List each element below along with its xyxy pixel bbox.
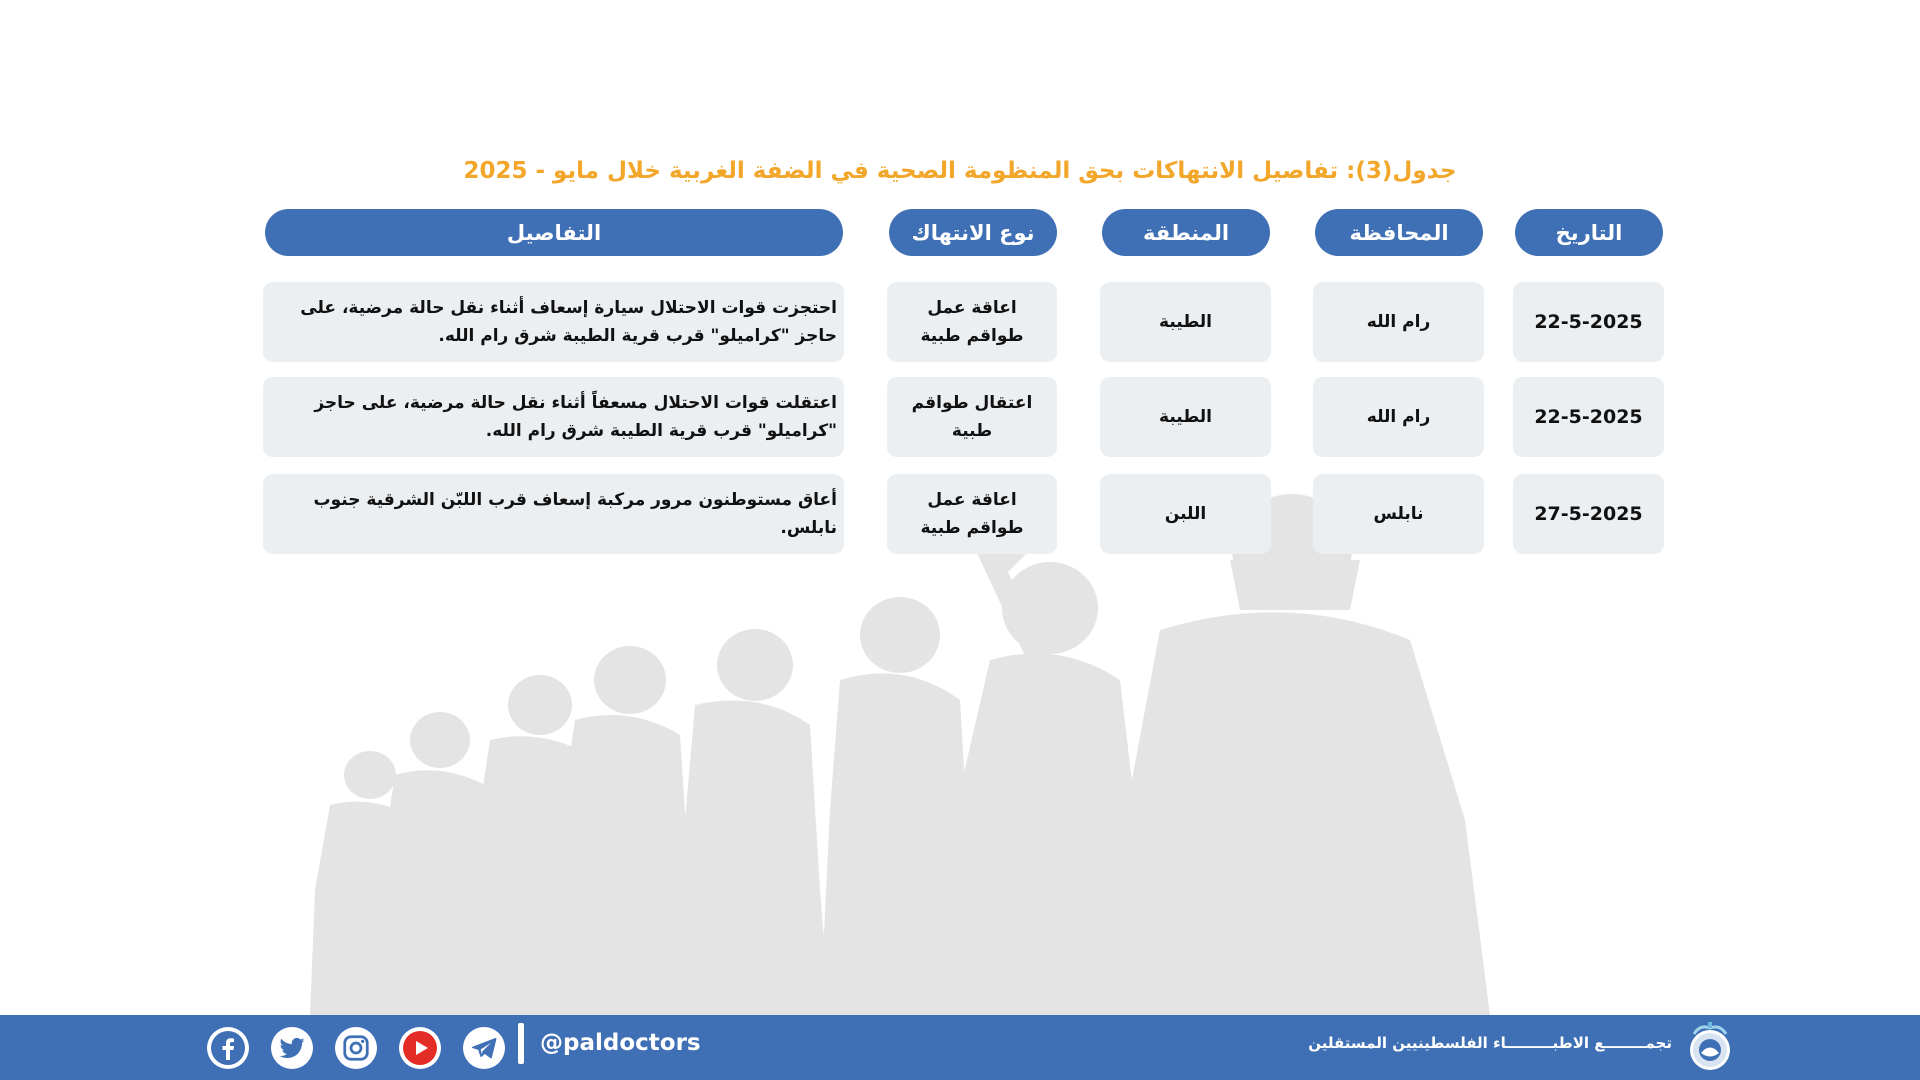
- table-cell-violation-type: اعاقة عمل طواقم طبية: [887, 282, 1057, 362]
- social-handle[interactable]: @paldoctors: [540, 1030, 701, 1056]
- table-cell-details: احتجزت قوات الاحتلال سيارة إسعاف أثناء نقل حالة مرضية، على حاجز "كراميلو" قرب قرية الطيبة شرق رام الله.: [263, 282, 844, 362]
- soldiers-silhouette: [300, 490, 1520, 1015]
- youtube-icon[interactable]: [399, 1027, 441, 1069]
- telegram-icon[interactable]: [463, 1027, 505, 1069]
- table-cell-date: 27-5-2025: [1513, 474, 1664, 554]
- column-header-governorate: المحافظة: [1315, 209, 1483, 256]
- table-cell-date: 22-5-2025: [1513, 282, 1664, 362]
- table-cell-violation-type: اعتقال طواقم طبية: [887, 377, 1057, 457]
- table-cell-area: الطيبة: [1100, 377, 1271, 457]
- column-header-details: التفاصيل: [265, 209, 843, 256]
- table-cell-violation-type: اعاقة عمل طواقم طبية: [887, 474, 1057, 554]
- table-cell-area: الطيبة: [1100, 282, 1271, 362]
- table-cell-details: أعاق مستوطنون مرور مركبة إسعاف قرب اللبّن الشرقية جنوب نابلس.: [263, 474, 844, 554]
- facebook-icon[interactable]: [207, 1027, 249, 1069]
- twitter-icon[interactable]: [271, 1027, 313, 1069]
- table-cell-area: اللبن: [1100, 474, 1271, 554]
- table-cell-governorate: رام الله: [1313, 377, 1484, 457]
- organization-logo: [1686, 1020, 1734, 1072]
- table-cell-governorate: رام الله: [1313, 282, 1484, 362]
- column-header-area: المنطقة: [1102, 209, 1270, 256]
- column-header-date: التاريخ: [1515, 209, 1663, 256]
- table-cell-date: 22-5-2025: [1513, 377, 1664, 457]
- table-title: جدول(3): تفاصيل الانتهاكات بحق المنظومة الصحية في الضفة الغربية خلال مايو - 2025: [463, 158, 1457, 184]
- column-header-violation-type: نوع الانتهاك: [889, 209, 1057, 256]
- organization-name: تجمــــــــع الاطبـــــــــاء الفلسطينيين المستقلين: [1308, 1034, 1672, 1052]
- table-cell-governorate: نابلس: [1313, 474, 1484, 554]
- instagram-icon[interactable]: [335, 1027, 377, 1069]
- footer-divider: [518, 1023, 524, 1064]
- table-cell-details: اعتقلت قوات الاحتلال مسعفاً أثناء نقل حالة مرضية، على حاجز "كراميلو" قرب قرية الطيبة شرق رام الله.: [263, 377, 844, 457]
